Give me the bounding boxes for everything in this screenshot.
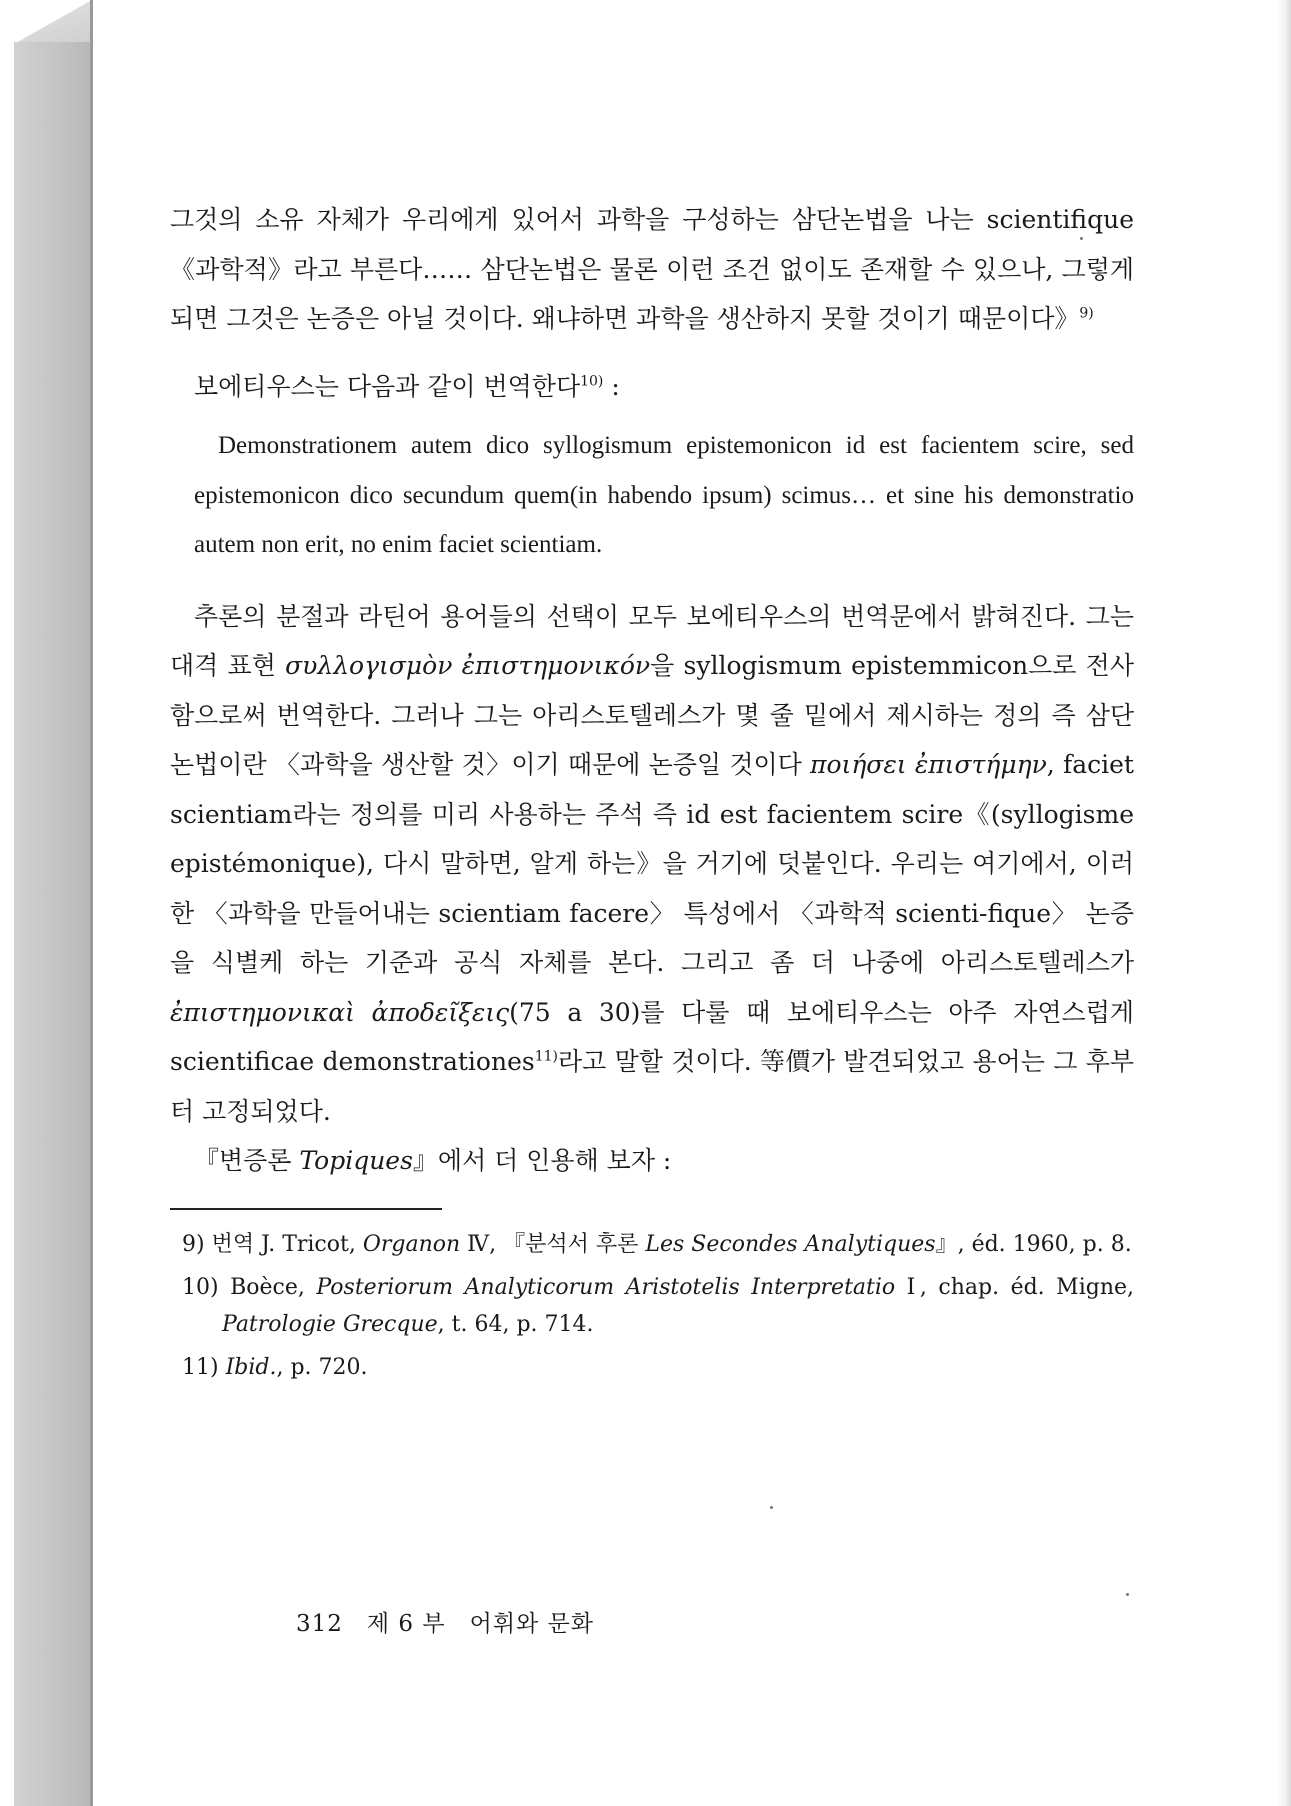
book-spine-top — [14, 0, 92, 44]
analysis-text-2: 을 syllogismum epistemmicon으로 전사함으로써 번역한다. 그러나 그는 아리스토텔레스가 몇 줄 밑에서 제시하는 정의 즉 삼단논법이란 〈과학을 생산할 것〉이기 때문에 논증일 것이다 — [170, 651, 1134, 779]
topiques-open: 『변증론 — [194, 1146, 300, 1175]
analysis-text-1: 추론의 분절과 라틴어 용어들의 선택이 모두 보에티우스의 번역문에서 밝혀진다. 그는 대격 표현 — [170, 601, 1134, 680]
footnote-text: 번역 J. Tricot, — [211, 1231, 363, 1257]
footnote-text: Ⅳ, 『분석서 후론 — [460, 1231, 646, 1257]
footnote-italic: Ibid. — [225, 1354, 277, 1380]
greek-term-3: ἐπιστημονικαὶ ἀποδεῖξεις — [170, 997, 510, 1027]
footnote-number: 10) — [182, 1274, 219, 1300]
analysis-text-3: , faciet scientiam라는 정의를 미리 사용하는 주석 즉 id est facientem scire《(syllogisme epistémonique), 다시 말하면, 알게 하는》을 거기에 덧붙인다. 우리는 여기에서, 이러한 〈과학을 만들어내는 scientiam facere〉 특성에서 〈과학적 scienti-fique〉 논증을 식별케 하는 기준과 공식 자체를 본다. 그리고 좀 더 나중에 아리스토텔레스가 — [170, 750, 1134, 977]
footnote-italic: Patrologie Grecque — [222, 1311, 438, 1337]
analysis-paragraph — [170, 592, 1134, 1137]
page-footer — [296, 1605, 618, 1638]
footnote-text: 』, éd. 1960, p. 8. — [935, 1231, 1132, 1257]
part-label: 제 6 부 — [366, 1611, 446, 1637]
footnote-text: , t. 64, p. 714. — [437, 1311, 594, 1337]
footnote-9 — [170, 1226, 1134, 1263]
footnote-ref-11: 11) — [534, 1048, 558, 1065]
boethius-intro — [170, 362, 1134, 412]
footnotes — [170, 1226, 1134, 1386]
section-title: 어휘와 문화 — [469, 1611, 595, 1637]
footnote-italic: Les Secondes Analytiques — [645, 1231, 936, 1257]
scan-speck — [1126, 1593, 1129, 1596]
latin-quote-text: Demonstrationem autem dico syllogismum epistemonicon id est facientem scire, sed epistemonicon dico secundum quem(in habendo ipsum) scimus… et sine his demonstratio autem non erit, no enim faciet scientiam. — [194, 432, 1134, 558]
page-body — [170, 195, 1134, 1386]
analysis-text-5: 라고 말할 것이다. 等價가 발견되었고 용어는 그 후부터 고정되었다. — [170, 1047, 1134, 1126]
topiques-close: 』에서 더 인용해 보자 : — [412, 1146, 672, 1175]
intro-quote-paragraph — [170, 195, 1134, 344]
page-number: 312 — [296, 1611, 343, 1637]
footnote-11 — [170, 1349, 1134, 1386]
book-spine — [14, 42, 92, 1806]
analysis-text-4: (75 a 30)를 다룰 때 보에티우스는 아주 자연스럽게 scientificae demonstrationes — [170, 997, 1135, 1076]
footnote-10 — [170, 1269, 1134, 1343]
greek-term-2: ποιήσει ἐπιστήμην — [810, 750, 1047, 779]
footnote-divider — [170, 1208, 442, 1210]
footnote-text: Ⅰ, chap. éd. Migne, — [895, 1274, 1134, 1300]
topiques-line — [170, 1136, 1134, 1186]
latin-quote — [170, 421, 1134, 570]
footnote-ref-10: 10) — [580, 373, 604, 390]
intro-quote-text: 그것의 소유 자체가 우리에게 있어서 과학을 구성하는 삼단논법을 나는 scientifique《과학적》라고 부른다…… 삼단논법은 물론 이런 조건 없이도 존재할 수 있으나, 그렇게 되면 그것은 논증은 아닐 것이다. 왜냐하면 과학을 생산하지 못할 것이기 때문이다》 — [170, 205, 1134, 333]
page-shadow — [1277, 0, 1291, 1806]
topiques-title: Topiques — [299, 1146, 413, 1175]
footnote-text: , p. 720. — [276, 1354, 368, 1380]
scan-speck — [1080, 237, 1083, 240]
footnote-ref-9: 9) — [1079, 305, 1094, 322]
footnote-number: 11) — [182, 1354, 219, 1380]
footnote-text: Boèce, — [230, 1274, 317, 1300]
footnote-number: 9) — [182, 1231, 205, 1257]
scan-speck — [770, 1506, 773, 1509]
footnote-italic: Organon — [362, 1231, 461, 1257]
boethius-colon: : — [603, 371, 620, 401]
footnote-italic: Posteriorum Analyticorum Aristotelis Interpretatio — [316, 1274, 896, 1300]
greek-term-1: συλλογισμὸν ἐπιστημονικόν — [285, 651, 651, 680]
boethius-intro-text: 보에티우스는 다음과 같이 번역한다 — [194, 371, 581, 401]
